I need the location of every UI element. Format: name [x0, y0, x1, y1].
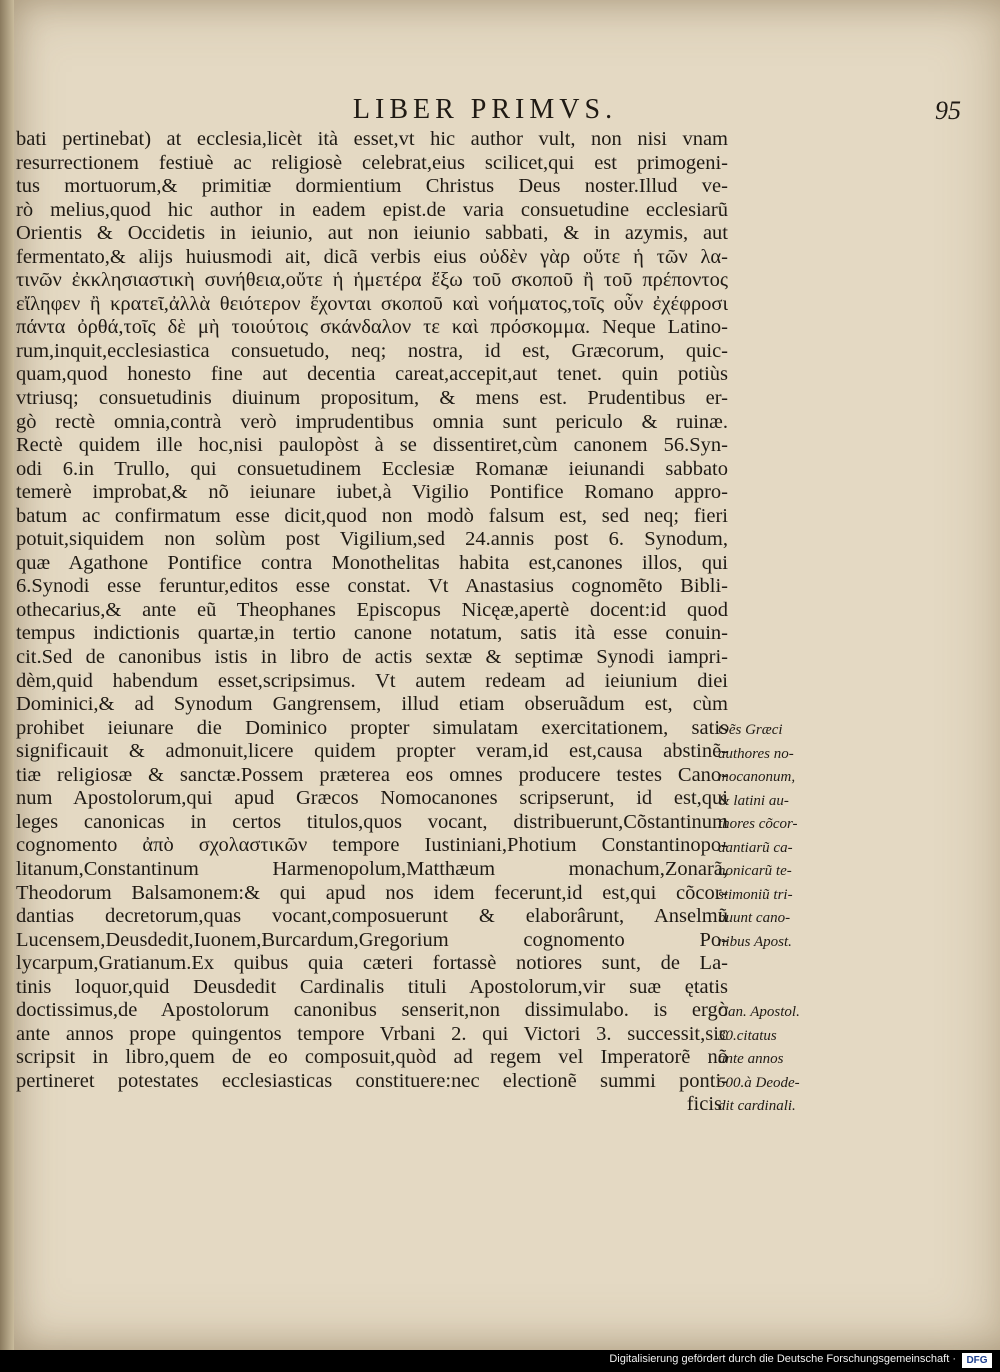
text-line: cognomento ἀπὸ σχολαστικῶν tempore Iustiniani,Photium Constantinopo- [16, 834, 728, 857]
funding-credit: Digitalisierung gefördert durch die Deutsche Forschungsgemeinschaft · [609, 1353, 956, 1365]
margin-note-line: authores no- [718, 745, 794, 762]
margin-note-line: stimoniũ tri- [718, 886, 793, 903]
text-line: batum ac confirmatum esse dicit,quod non modò falsum est, sed neq; fieri [16, 504, 728, 527]
greek-text-line: εἴληφεν ἢ κρατεῖ,ἀλλὰ θειότερον ἔχονται σκοποῦ καὶ νοήματος,τοῖς οὖν ἐχέφροσι [16, 292, 728, 315]
page-number: 95 [935, 96, 961, 125]
text-line: Theodorum Balsamonem:& qui apud nos idem fecerunt,id est,qui cõcor- [16, 881, 728, 904]
body-text [16, 128, 728, 1117]
text-line: gò rectè omnia,contrà verò imprudentibus omnia sunt periculo & ruinæ. [16, 410, 728, 433]
text-line: bati pertinebat) at ecclesia,licèt ità esset,vt hic author vult, non nisi vnam [16, 128, 728, 150]
text-line: quam,quod honesto fine aut decentia careat,accepit,aut tenet. quin potiùs [16, 363, 728, 386]
text-line: num Apostolorum,qui apud Græcos Nomocanones scripserunt, id est,qui [16, 787, 728, 810]
margin-note-line: Oẽs Græci [718, 722, 783, 738]
text-line: tus mortuorum,& primitiæ dormientium Christus Deus noster.Illud ve- [16, 175, 728, 198]
margin-note-line: dantiarũ ca- [718, 839, 793, 856]
margin-note-line: ante annos [718, 1051, 784, 1067]
margin-note-line: Can. Apostol. [718, 1004, 800, 1020]
text-line: potuit,siquidem non solùm post Vigilium,sed 24.annis post 6. Synodum, [16, 528, 728, 551]
text-line: quæ Agathone Pontifice contra Monothelitas habita est,canones illos, qui [16, 551, 728, 574]
catchword: ficis [686, 1093, 722, 1116]
text-line: fermentato,& alijs huiusmodi ait, dicã verbis eius οὐδὲν γὰρ οὔτε ἡ τῶν λα- [16, 245, 728, 268]
text-line: 6.Synodi esse feruntur,editos esse constat. Vt Anastasius cognomẽto Bibli- [16, 575, 728, 598]
margin-note-testimony [718, 719, 828, 954]
margin-note-canon [718, 1001, 828, 1119]
margin-note-line: thores cõcor- [718, 816, 798, 832]
text-line: temerè improbat,& nõ ieiunare iubet,à Vigilio Pontifice Romano appro- [16, 481, 728, 504]
running-title: LIBER PRIMVS. [352, 94, 618, 125]
text-line: lycarpum,Gratianum.Ex quibus quia cæteri fortassè notiores sunt, de La- [16, 952, 728, 975]
text-line: Orientis & Occidetis in ieiunio, aut non ieiunio sabbati, & in azymis, aut [16, 222, 728, 245]
text-line: ante annos prope quingentos tempore Vrbani 2. qui Victori 3. successit,sic [16, 1022, 728, 1045]
text-line: doctissimus,de Apostolorum canonibus senserit,non dissimulabo. is ergò [16, 999, 728, 1022]
text-line: prohibet ieiunare die Dominico propter simulatam exercitationem, satis [16, 716, 728, 739]
text-line: dèm,quid habendum esset,scripsimus. Vt autem redeam ad ieiunium diei [16, 669, 728, 692]
text-line: odi 6.in Trullo, qui consuetudinem Ecclesiæ Romanæ ieiunandi sabbato [16, 457, 728, 480]
text-line: vtriusq; consuetudinis diuinum propositum, & mens est. Prudentibus er- [16, 387, 728, 410]
margin-note-line: mocanonum, [718, 769, 796, 785]
greek-text-line: πάντα ὀρθά,τοῖς δὲ μὴ τοιούτοις σκάνδαλον τε καὶ πρόσκομμα. Neque Latino- [16, 316, 728, 339]
text-line: leges canonicas in certos titulos,quos vocant, distribuerunt,Cõstantinum [16, 810, 728, 833]
margin-note-line: dit cardinali. [718, 1098, 796, 1114]
text-line: Dominici,& ad Synodum Gangrensem, illud etiam obseruãdum est, cùm [16, 693, 728, 716]
footer-bar [0, 1350, 1000, 1372]
text-line: significauit & admonuit,licere quidem propter veram,id est,causa abstinẽ- [16, 740, 728, 763]
text-line: cit.Sed de canonibus istis in libro de actis sextæ & septimæ Synodi iampri- [16, 646, 728, 669]
text-line: pertineret potestates ecclesiasticas constituere:nec electionẽ summi ponti- [16, 1069, 728, 1092]
text-line: othecarius,& ante eũ Theophanes Episcopus Nicęæ,apertè docent:id quod [16, 598, 728, 621]
text-line: dantias decretorum,quas vocant,composuerunt & elaborârunt, Anselmũ [16, 905, 728, 928]
text-line: tiæ religiosæ & sanctæ.Possem præterea eos omnes producere testes Cano- [16, 763, 728, 786]
text-line: resurrectionem festiuè ac religiosè celebrat,eius scilicet,qui est primogeni- [16, 151, 728, 174]
page-gutter-edge [0, 0, 14, 1350]
margin-note-line: 30.citatus [718, 1027, 777, 1044]
text-line: rum,inquit,ecclesiastica consuetudo, neq; nostra, id est, Græcorum, quic- [16, 339, 728, 362]
text-line: tempus indictionis quartæ,in tertio canone notatum, satis ità esse conuin- [16, 622, 728, 645]
margin-note-line: & latini au- [718, 792, 789, 809]
text-line: Rectè quidem ille hoc,nisi paulopòst à se dissentiret,cùm canonem 56.Syn- [16, 434, 728, 457]
margin-note-line: nibus Apost. [718, 933, 792, 950]
greek-text-line: τινῶν ἐκκλησιαστικὴ συνήθεια,οὔτε ἡ ἡμετέρα ἔξω τοῦ σκοποῦ ἢ τοῦ πρέποντος [16, 269, 728, 292]
text-line: rò melius,quod hic author in eadem epist.de varia consuetudine ecclesiarũ [16, 198, 728, 221]
text-line: tinis loquor,quid Deusdedit Cardinalis tituli Apostolorum,vir suæ ętatis [16, 975, 728, 998]
dfg-logo[interactable]: DFG [962, 1353, 992, 1368]
margin-note-line: buunt cano- [718, 910, 791, 926]
text-line: Lucensem,Deusdedit,Iuonem,Burcardum,Gregorium cognomento Po- [16, 928, 728, 951]
text-line: scripsit in libro,quem de eo composuit,quòd ad regem vel Imperatorẽ nõ [16, 1046, 728, 1069]
text-line: litanum,Constantinum Harmenopolum,Matthæum monachum,Zonarã, [16, 857, 728, 880]
margin-note-line: nonicarũ te- [718, 863, 792, 879]
margin-note-line: 500.à Deode- [718, 1074, 800, 1091]
